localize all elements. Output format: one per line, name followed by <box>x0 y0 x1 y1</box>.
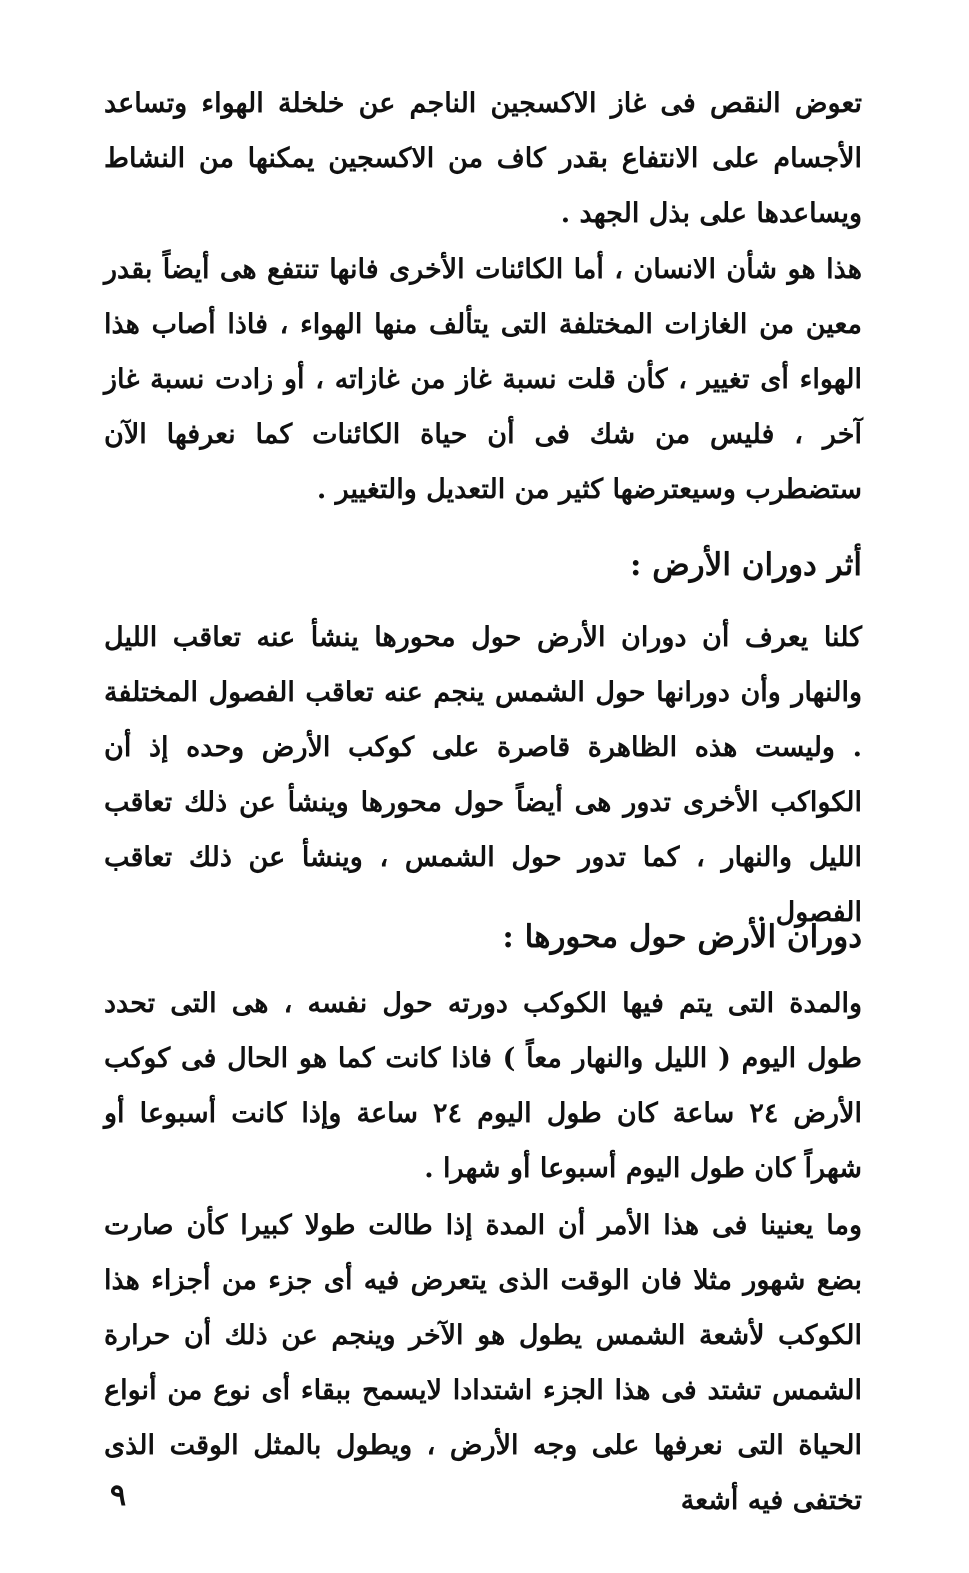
paragraph-living-beings: هذا هو شأن الانسان ، أما الكائنات الأخرى فانها تنتفع هى أيضاً بقدر معين من الغازات المختلفة التى يتألف منها الهواء ، فاذا أصاب هذا الهواء أى تغيير ، كأن قلت نسبة غاز من غازاته ، أو زادت نسبة غاز آخر ، فليس من شك فى أن حياة الكائنات كما نعرفها الآن ستضطرب وسيعترضها كثير من التعديل والتغيير . <box>104 254 862 505</box>
paragraph-long-day-effects: وما يعنينا فى هذا الأمر أن المدة إذا طالت طولا كبيرا كأن صارت بضع شهور مثلا فان الوقت الذى يتعرض فيه أى جزء من أجزاء هذا الكوكب لأشعة الشمس يطول هو الآخر وينجم عن ذلك أن حرارة الشمس تشتد فى هذا الجزء اشتدادا لايسمح ببقاء أى نوع من أنواع الحياة التى نعرفها على وجه الأرض ، ويطول بالمثل الوقت الذى تختفى فيه أشعة <box>104 1210 862 1516</box>
heading-rotation-around-axis: دوران الأرض حول محورها : <box>502 919 862 955</box>
paragraph-day-length: والمدة التى يتم فيها الكوكب دورته حول نفسه ، هى التى تحدد طول اليوم ( الليل والنهار معاً ) فاذا كانت كما هو الحال فى كوكب الأرض ٢٤ ساعة كان طول اليوم ٢٤ ساعة وإذا كانت أسبوعا أو شهراً كان طول اليوم أسبوعا أو شهرا . <box>104 988 862 1184</box>
page-number: ٩ <box>110 1478 127 1513</box>
heading-earth-rotation-effect: أثر دوران الأرض : <box>629 547 862 583</box>
paragraph-oxygen-continuation: تعوض النقص فى غاز الاكسجين الناجم عن خلخلة الهواء وتساعد الأجسام على الانتفاع بقدر كاف من الاكسجين يمكنها من النشاط ويساعدها على بذل الجهد . <box>104 88 862 229</box>
paragraph-day-night-seasons: كلنا يعرف أن دوران الأرض حول محورها ينشأ عنه تعاقب الليل والنهار وأن دورانها حول الشمس ينجم عنه تعاقب الفصول المختلفة . وليست هذه الظاهرة قاصرة على كوكب الأرض وحده إذ أن الكواكب الأخرى تدور هى أيضاً حول محورها وينشأ عن ذلك تعاقب الليل والنهار ، كما تدور حول الشمس ، وينشأ عن ذلك تعاقب الفصول . <box>104 622 862 928</box>
